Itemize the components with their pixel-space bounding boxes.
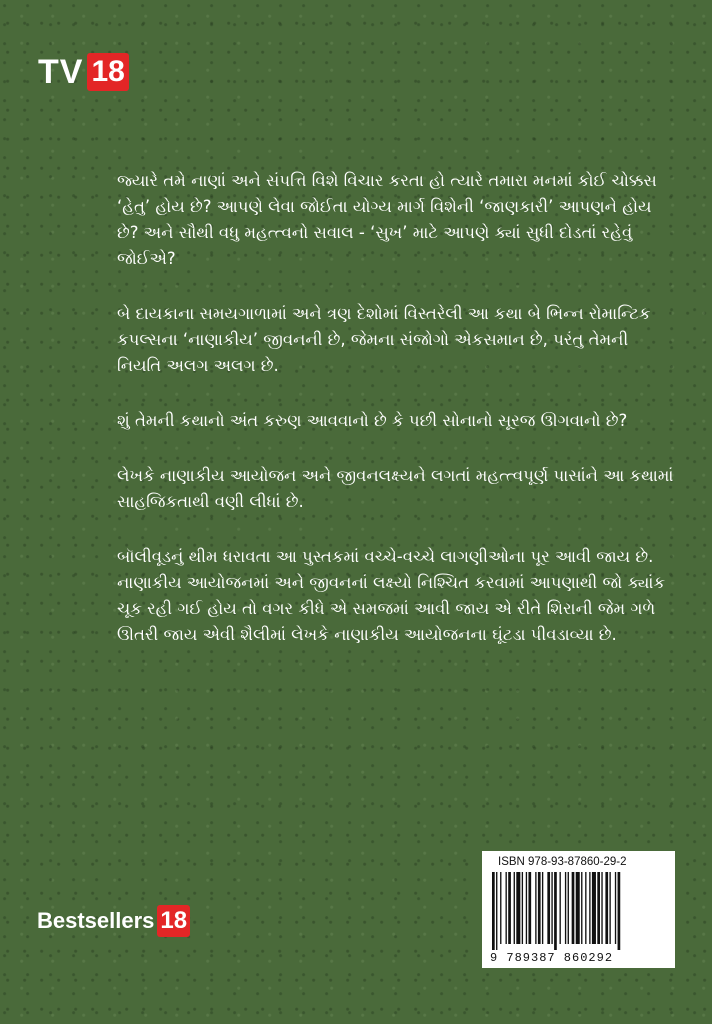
blurb-paragraph-5: બૉલીવૂડનું થીમ ધરાવતા આ પુસ્તકમાં વચ્ચે-વચ્ચે લાગણીઓના પૂર આવી જાય છે. નાણાકીય આયોજનમાં અને જીવનનાં લક્ષ્યો નિશ્ચિત કરવામાં આપણાથી જો ક્યાંક ચૂક રહી ગઈ હોય તો વગર કીધે એ સમજમાં આવી જાય એ રીતે શિરાની જેમ ગળે ઊતરી જાય એવી શૈલીમાં લેખકે નાણાકીય આયોજનના ઘૂંટડા પીવડાવ્યા છે.	[117, 547, 666, 644]
bestsellers18-logo	[37, 904, 190, 938]
barcode-bar	[572, 872, 575, 944]
barcode-bar	[560, 872, 561, 944]
blurb-paragraph-3: શું તેમની કથાનો અંત કરુણ આવવાનો છે કે પછી સોનાનો સૂરજ ઊગવાનો છે?	[117, 411, 628, 430]
barcode-bar	[496, 872, 497, 950]
blurb-paragraph-4: લેખકે નાણાકીય આયોજન અને જીવનલક્ષ્યને લગતાં મહત્ત્વપૂર્ણ પાસાંને આ કથામાં સાહજિકતાથી વણી લીધાં છે.	[117, 466, 674, 511]
barcode-bar	[581, 872, 582, 944]
blurb-paragraph-1: જ્યારે તમે નાણાં અને સંપત્તિ વિશે વિચાર કરતા હો ત્યારે તમારા મનમાં કોઈ ચોક્કસ ‘હેતુ’ હોય છે? આપણે લેવા જોઈતા યોગ્ય માર્ગ વિશેની ‘જાણકારી’ આપણને હોય છે? અને સૌથી વધુ મહત્ત્વનો સવાલ - ‘સુખ’ માટે આપણે ક્યાં સુધી દોડતાં રહેવું જોઈએ?	[117, 171, 657, 268]
barcode-bar	[538, 872, 541, 944]
isbn-digits: 9 789387 860292	[490, 951, 614, 965]
bestsellers-logo-text: Bestsellers	[37, 908, 155, 933]
barcode-bar	[597, 872, 600, 944]
bestsellers-logo-number: 18	[157, 905, 190, 937]
barcode-bar	[547, 872, 550, 944]
barcode-bar	[565, 872, 566, 944]
barcode-bar	[551, 872, 552, 944]
blurb-text	[117, 168, 677, 677]
barcode-bar	[492, 872, 495, 950]
barcode-image	[488, 872, 669, 950]
barcode-bar	[601, 872, 602, 944]
tv18-logo	[38, 52, 129, 92]
barcode-bar	[526, 872, 527, 944]
barcode-bar	[568, 872, 569, 944]
barcode-bar	[500, 872, 501, 944]
barcode-bar	[585, 872, 586, 944]
barcode-bar	[535, 872, 536, 944]
barcode-bar	[618, 872, 621, 950]
isbn-barcode-panel	[482, 851, 675, 968]
barcode-bar	[554, 872, 557, 950]
barcode-bar	[522, 872, 523, 944]
barcode-bar	[576, 872, 580, 944]
barcode-bar	[514, 872, 515, 944]
barcode-bar	[506, 872, 507, 944]
barcode-bar	[516, 872, 520, 944]
barcode-bar	[589, 872, 590, 944]
barcode-bar	[528, 872, 531, 944]
tv18-logo-number: 18	[87, 53, 128, 91]
barcode-bar	[605, 872, 608, 944]
barcode-bar	[508, 872, 511, 944]
barcode-bar	[592, 872, 596, 944]
isbn-label: ISBN 978-93-87860-29-2	[498, 856, 627, 868]
barcode-bar	[609, 872, 610, 944]
blurb-paragraph-2: બે દાયકાના સમયગાળામાં અને ત્રણ દેશોમાં વિસ્તરેલી આ કથા બે ભિન્ન રોમાન્ટિક કપલ્સના ‘નાણાકીય’ જીવનની છે, જેમના સંજોગો એકસમાન છે, પરંતુ તેમની નિયતિ અલગ અલગ છે.	[117, 304, 651, 375]
barcode-bar	[542, 872, 543, 944]
barcode-bar	[615, 872, 616, 944]
tv18-logo-text: TV	[38, 52, 84, 91]
